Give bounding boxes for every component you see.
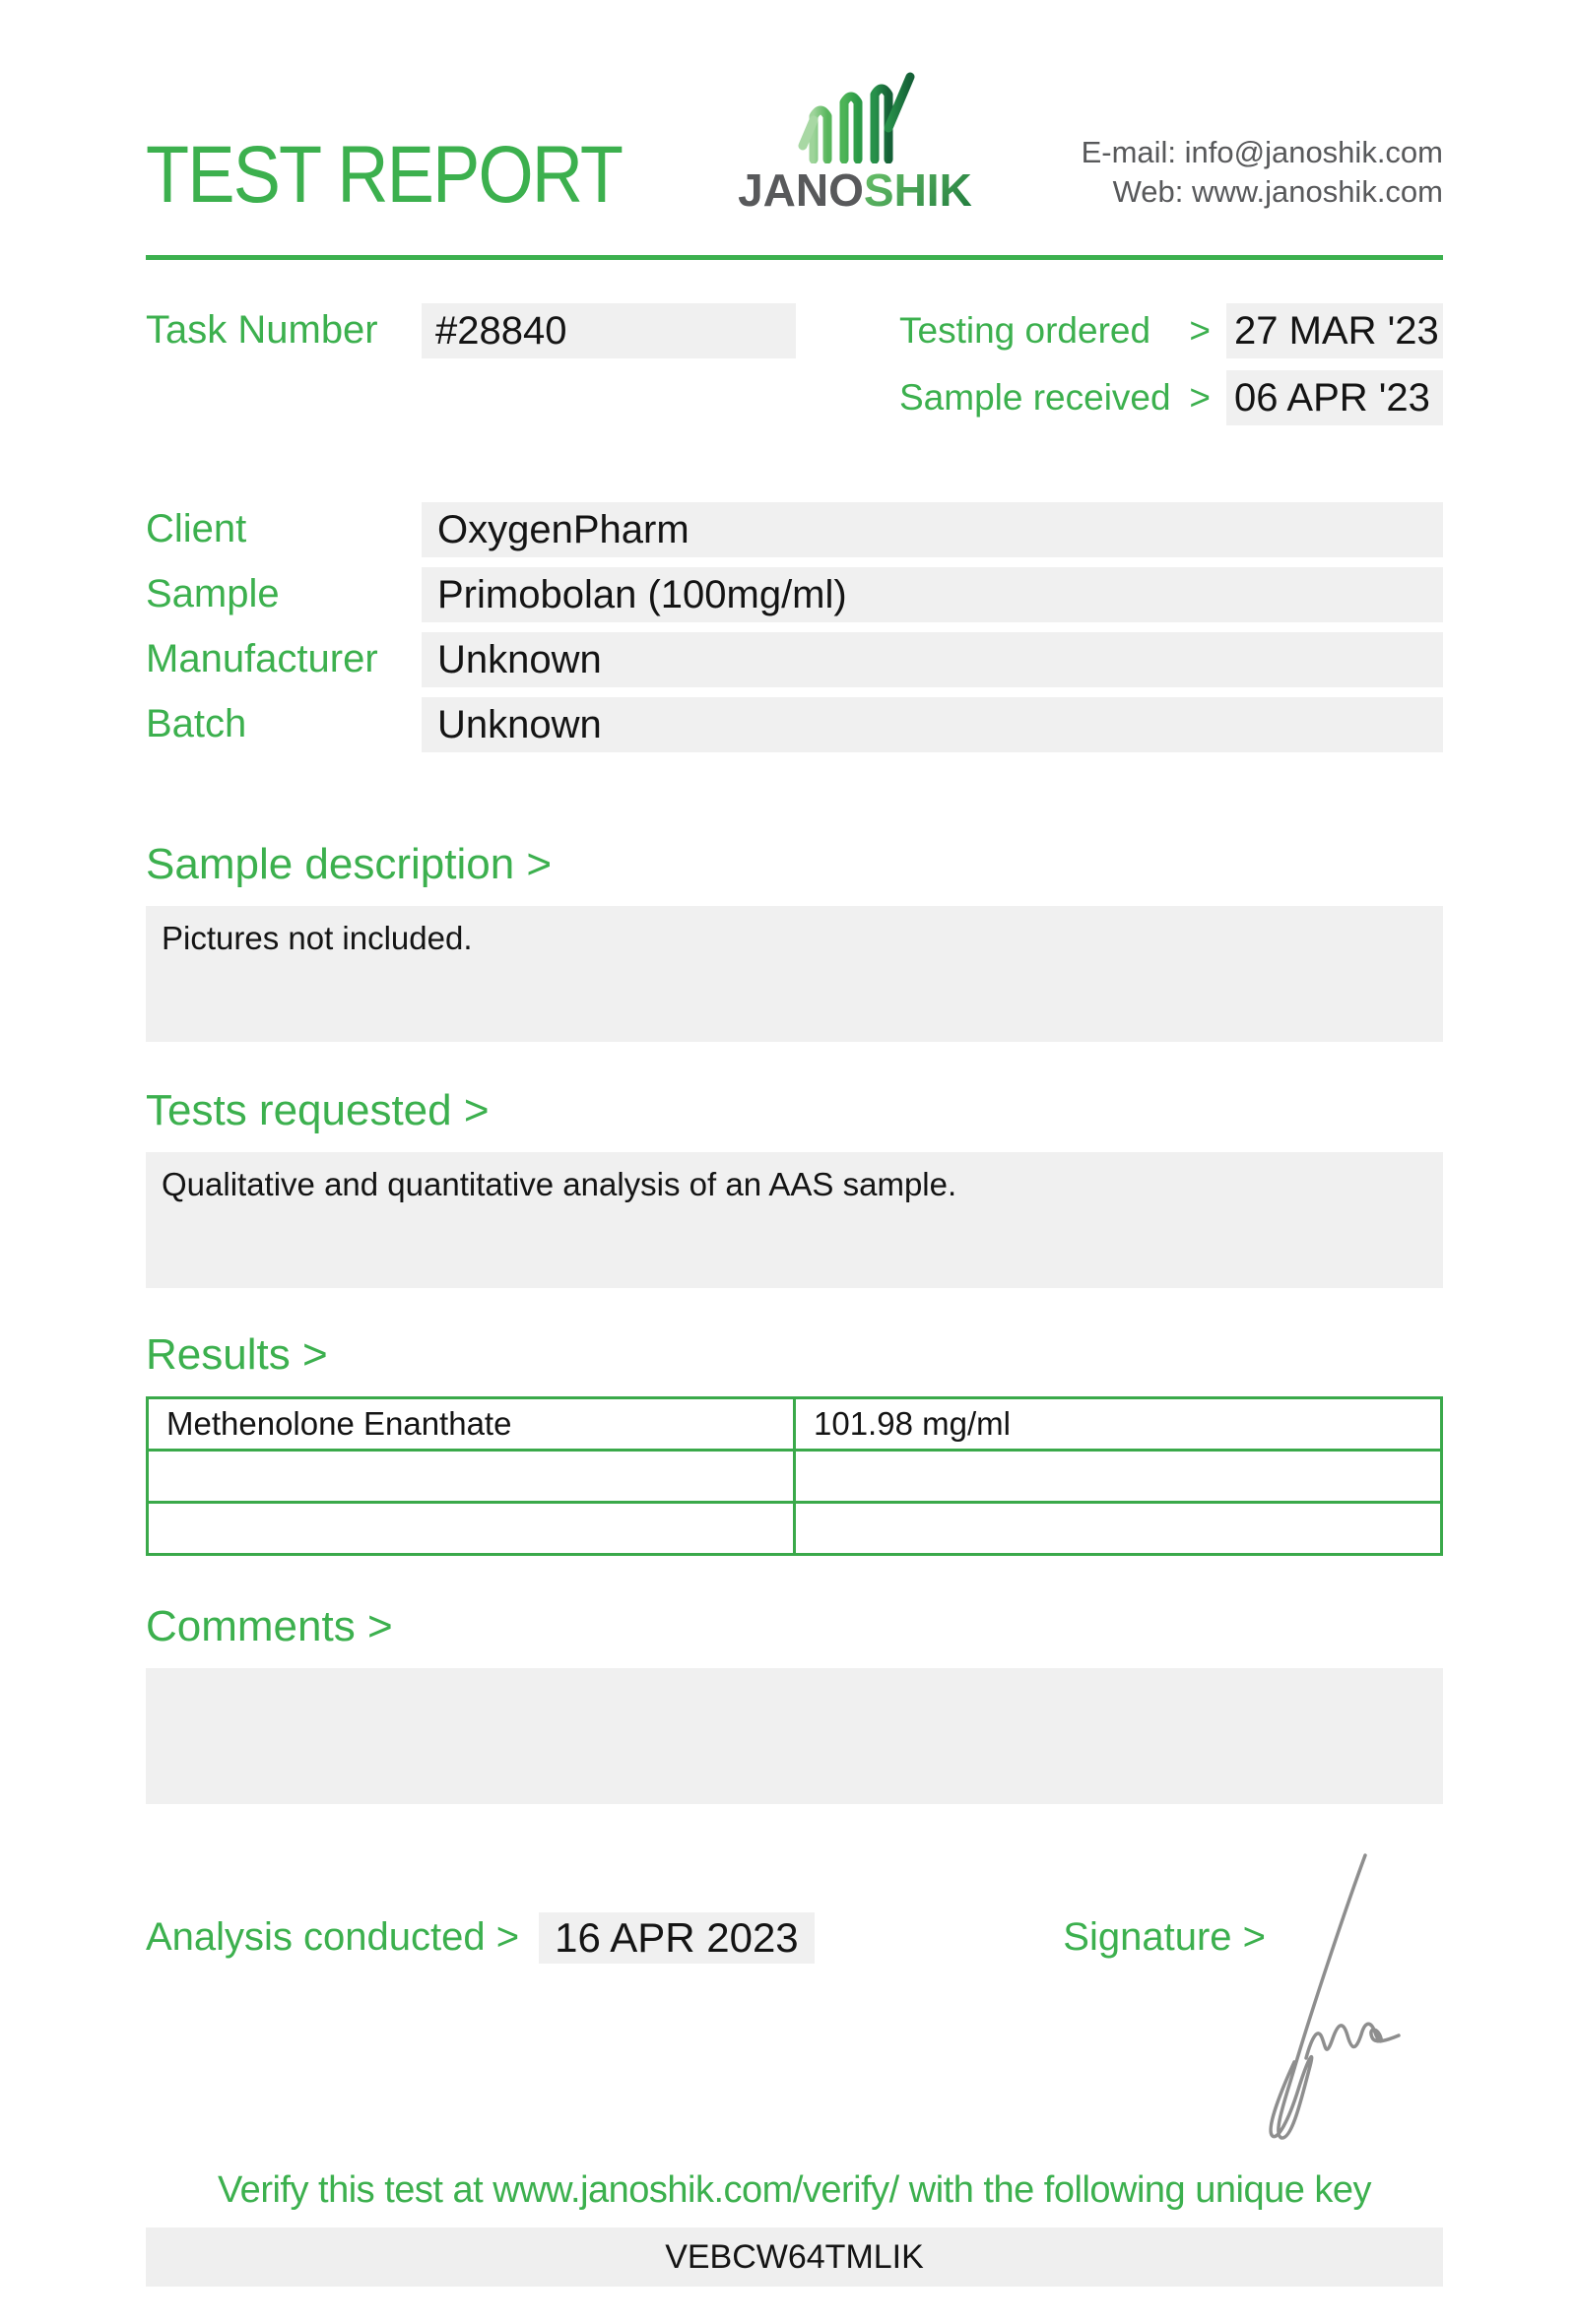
sample-label: Sample xyxy=(146,572,280,616)
sample-value: Primobolan (100mg/ml) xyxy=(422,567,1443,622)
results-table xyxy=(146,1396,1443,1556)
result-value-cell xyxy=(795,1450,1442,1502)
testing-ordered-row xyxy=(899,303,1443,358)
growth-chart-icon xyxy=(781,69,929,163)
analysis-conducted-label: Analysis conducted > xyxy=(146,1915,520,1960)
contact-block xyxy=(1082,133,1443,216)
sample-received-row xyxy=(899,370,1443,425)
arrow-icon: > xyxy=(1189,309,1211,351)
contact-web: Web: www.janoshik.com xyxy=(1112,173,1443,209)
contact-email: E-mail: info@janoshik.com xyxy=(1081,134,1443,169)
result-analyte-cell xyxy=(148,1502,795,1554)
manufacturer-value: Unknown xyxy=(422,632,1443,687)
brand-name xyxy=(738,165,972,216)
result-value-cell xyxy=(795,1502,1442,1554)
brand-name-right: SHIK xyxy=(863,164,972,216)
table-row xyxy=(148,1502,1442,1554)
manufacturer-row xyxy=(146,632,1443,687)
result-value-cell: 101.98 mg/ml xyxy=(795,1397,1442,1450)
comments-heading: Comments > xyxy=(146,1601,393,1650)
sample-description-box: Pictures not included. xyxy=(146,906,1443,1042)
signature-label: Signature > xyxy=(1063,1915,1266,1960)
results-heading: Results > xyxy=(146,1329,328,1379)
analysis-conducted-value: 16 APR 2023 xyxy=(539,1912,815,1964)
testing-ordered-label: Testing ordered xyxy=(899,309,1151,351)
client-row xyxy=(146,502,1443,557)
brand-logo xyxy=(738,69,972,216)
page-title: TEST REPORT xyxy=(146,129,623,220)
task-section xyxy=(146,303,1443,425)
table-row xyxy=(148,1450,1442,1502)
task-number-label: Task Number xyxy=(146,308,378,353)
batch-row xyxy=(146,697,1443,752)
header xyxy=(146,0,1443,220)
verify-key: VEBCW64TMLIK xyxy=(146,2227,1443,2287)
brand-name-left: JANO xyxy=(738,164,864,216)
arrow-icon: > xyxy=(1189,376,1211,418)
sample-description-heading: Sample description > xyxy=(146,839,553,888)
client-value: OxygenPharm xyxy=(422,502,1443,557)
testing-ordered-value: 27 MAR '23 xyxy=(1226,303,1443,358)
dates-block xyxy=(899,303,1443,425)
table-row xyxy=(148,1397,1442,1450)
sample-received-value: 06 APR '23 xyxy=(1226,370,1443,425)
sample-info-block xyxy=(146,502,1443,752)
sample-received-label: Sample received xyxy=(899,376,1171,418)
task-number-row xyxy=(146,303,796,358)
client-label: Client xyxy=(146,507,247,551)
sample-row xyxy=(146,567,1443,622)
task-number-value: #28840 xyxy=(422,303,796,358)
manufacturer-label: Manufacturer xyxy=(146,637,378,681)
comments-box xyxy=(146,1668,1443,1804)
tests-requested-heading: Tests requested > xyxy=(146,1085,490,1134)
result-analyte-cell: Methenolone Enanthate xyxy=(148,1397,795,1450)
tests-requested-box: Qualitative and quantitative analysis of an AAS sample. xyxy=(146,1152,1443,1288)
header-divider xyxy=(146,255,1443,260)
result-analyte-cell xyxy=(148,1450,795,1502)
batch-label: Batch xyxy=(146,702,247,746)
signature-image xyxy=(1239,1847,1407,2143)
verify-instruction: Verify this test at www.janoshik.com/verify/ with the following unique key xyxy=(217,2168,1372,2211)
batch-value: Unknown xyxy=(422,697,1443,752)
